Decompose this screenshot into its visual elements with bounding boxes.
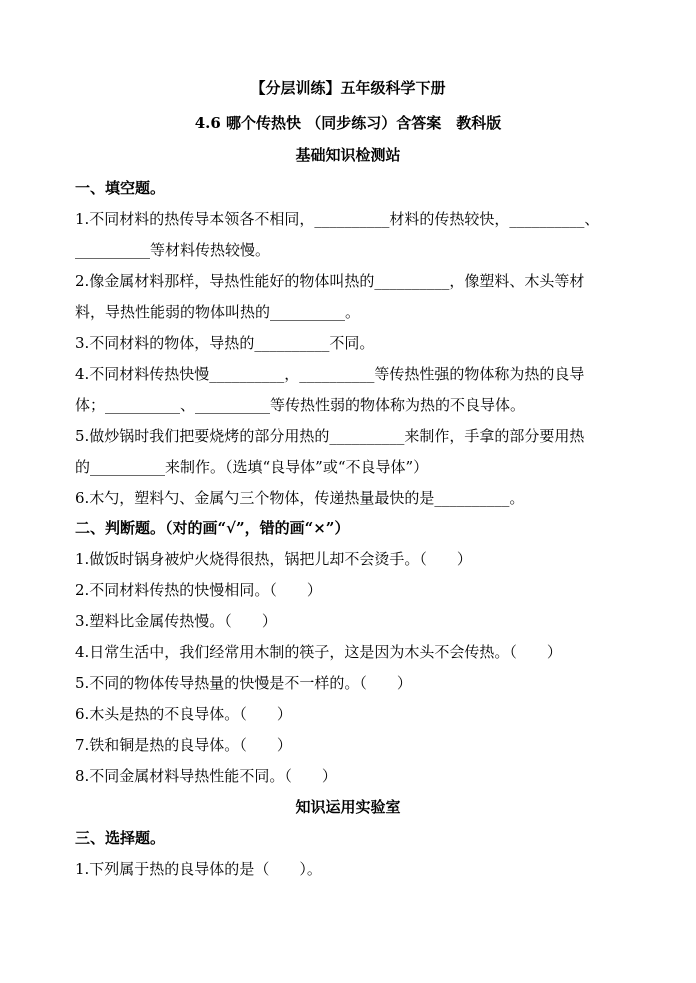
question-line: __________等材料传热较慢。	[75, 241, 271, 259]
question-line: 8.不同金属材料导热性能不同。（ ）	[75, 767, 337, 785]
question-line: 2.像金属材料那样，导热性能好的物体叫热的__________，像塑料、木头等材	[75, 272, 585, 290]
section-heading-judge: 二、判断题。（对的画“√”，错的画“×”）	[75, 519, 350, 537]
question-line: 5.不同的物体传导热量的快慢是不一样的。（ ）	[75, 674, 412, 692]
question-line: 3.不同材料的物体，导热的__________不同。	[75, 334, 375, 352]
question-line: 4.不同材料传热快慢__________，__________等传热性强的物体称为热的良导	[75, 365, 585, 383]
part-heading-basic: 基础知识检测站	[295, 146, 401, 164]
question-line: 5.做炒锅时我们把要烧烤的部分用热的__________来制作，手拿的部分要用热	[75, 427, 585, 445]
question-line: 2.不同材料传热的快慢相同。（ ）	[75, 581, 322, 599]
question-line: 6.木头是热的不良导体。（ ）	[75, 705, 292, 723]
question-line: 7.铁和铜是热的良导体。（ ）	[75, 736, 292, 754]
question-line: 3.塑料比金属传热慢。（ ）	[75, 612, 277, 630]
question-line: 料，导热性能弱的物体叫热的__________。	[75, 303, 361, 321]
section-heading-choice: 三、选择题。	[75, 829, 166, 847]
question-line: 1.做饭时锅身被炉火烧得很热，锅把儿却不会烫手。（ ）	[75, 550, 472, 568]
part-heading-application: 知识运用实验室	[295, 798, 401, 816]
document-subtitle: 4.6 哪个传热快 （同步练习）含答案 教科版	[194, 114, 502, 132]
question-line: 体；__________、__________等传热性弱的物体称为热的不良导体。	[75, 396, 526, 414]
document-title: 【分层训练】五年级科学下册	[250, 79, 446, 97]
section-heading-fill-blank: 一、填空题。	[75, 179, 166, 197]
question-line: 4.日常生活中，我们经常用木制的筷子，这是因为木头不会传热。（ ）	[75, 643, 562, 661]
question-line: 1.下列属于热的良导体的是（ ）。	[75, 860, 322, 878]
question-line: 6.木勺，塑料勺、金属勺三个物体，传递热量最快的是__________。	[75, 489, 525, 507]
question-line: 的__________来制作。（选填“良导体”或“不良导体”）	[75, 458, 429, 476]
question-line: 1.不同材料的热传导本领各不相同，__________材料的传热较快，__________、	[75, 210, 600, 228]
